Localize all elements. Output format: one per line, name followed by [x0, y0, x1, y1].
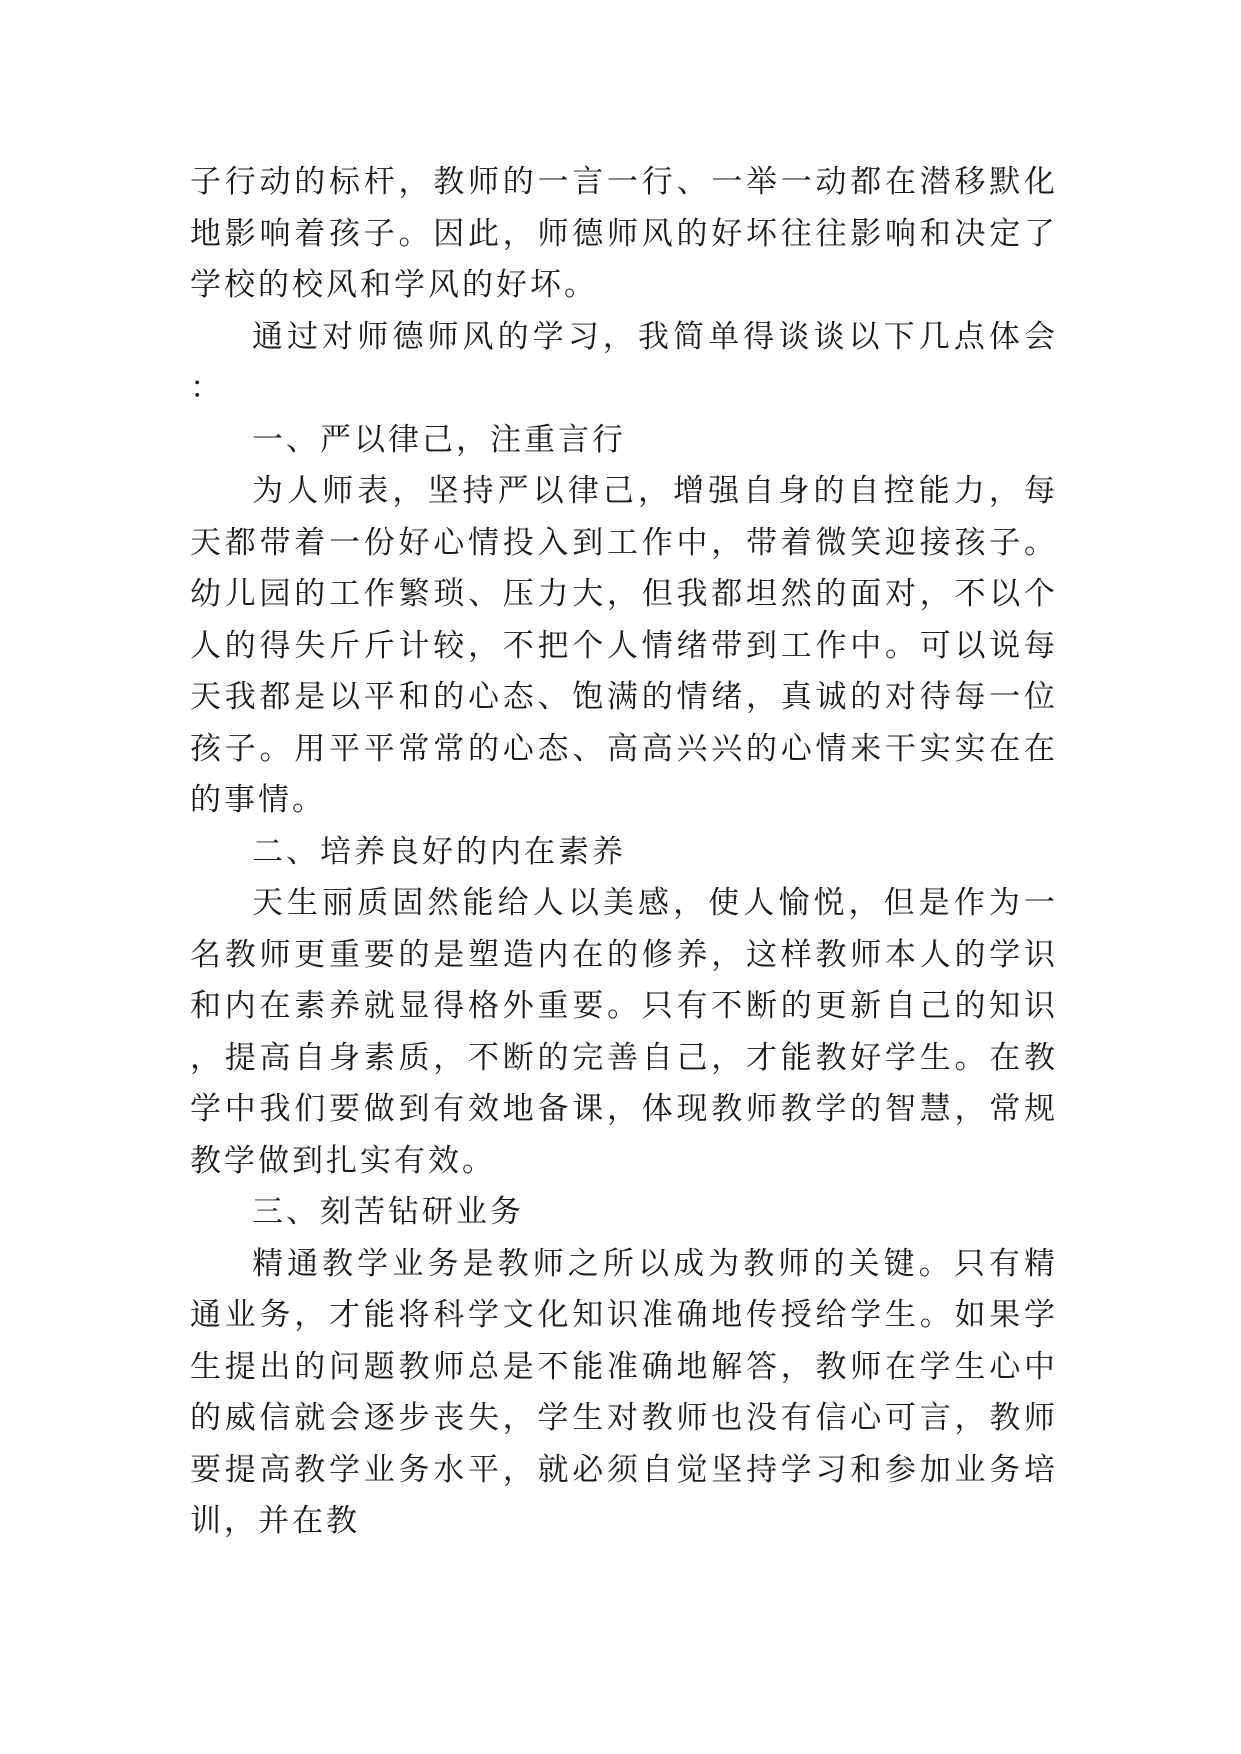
paragraph-section-3: 精通教学业务是教师之所以成为教师的关键。只有精通业务，才能将科学文化知识准确地传授给学生。如果学生提出的问题教师总是不能准确地解答，教师在学生心中的威信就会逐步丧失，学生对教师也没有信心可言，教师要提高教学业务水平，就必须自觉坚持学习和参加业务培训，并在教: [190, 1245, 1058, 1539]
paragraph-intro: 通过对师德师风的学习，我简单得谈谈以下几点体会：: [190, 318, 1058, 406]
section-heading-2: 二、培养良好的内在素养: [252, 833, 626, 870]
paragraph-continuation: 子行动的标杆，教师的一言一行、一举一动都在潜移默化地影响着孩子。因此，师德师风的好坏往往影响和决定了学校的校风和学风的好坏。: [190, 164, 1058, 303]
document-body: [190, 157, 1058, 1548]
section-heading-1: 一、严以律己，注重言行: [252, 421, 626, 458]
paragraph-section-2: 天生丽质固然能给人以美感，使人愉悦，但是作为一名教师更重要的是塑造内在的修养，这样教师本人的学识和内在素养就显得格外重要。只有不断的更新自己的知识，提高自身素质，不断的完善自己，才能教好学生。在教学中我们要做到有效地备课，体现教师教学的智慧，常规教学做到扎实有效。: [190, 885, 1058, 1179]
paragraph-section-1: 为人师表，坚持严以律己，增强自身的自控能力，每天都带着一份好心情投入到工作中，带着微笑迎接孩子。幼儿园的工作繁琐、压力大，但我都坦然的面对，不以个人的得失斤斤计较，不把个人情绪带到工作中。可以说每天我都是以平和的心态、饱满的情绪，真诚的对待每一位孩子。用平平常常的心态、高高兴兴的心情来干实实在在的事情。: [190, 473, 1058, 818]
section-heading-3: 三、刻苦钻研业务: [252, 1194, 524, 1230]
